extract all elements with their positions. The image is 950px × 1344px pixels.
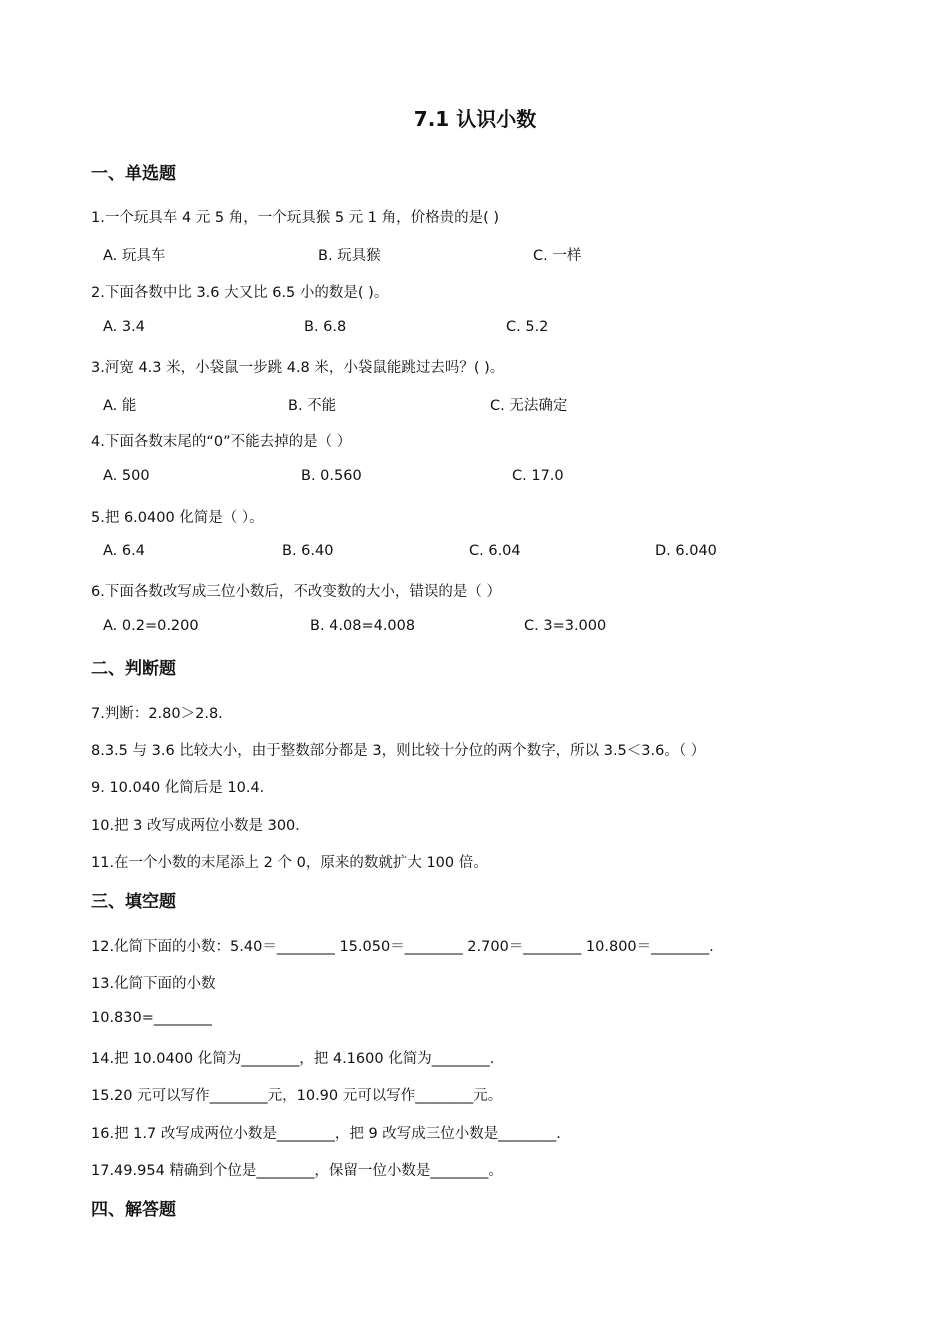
question-10: 10.把 3 改写成两位小数是 300． xyxy=(91,818,310,834)
question-13: 13.化简下面的小数 xyxy=(91,976,216,992)
option-c: C. 17.0 xyxy=(512,468,564,484)
question-1-options xyxy=(103,244,863,264)
option-a: A. 500 xyxy=(103,468,150,484)
option-c: C. 一样 xyxy=(533,248,582,264)
question-2-options xyxy=(103,319,863,339)
question-1: 1.一个玩具车 4 元 5 角，一个玩具猴 5 元 1 角，价格贵的是( ) xyxy=(91,210,500,226)
question-2: 2.下面各数中比 3.6 大又比 6.5 小的数是( )。 xyxy=(91,285,389,301)
option-b: B. 6.8 xyxy=(304,319,347,335)
question-11: 11.在一个小数的末尾添上 2 个 0，原来的数就扩大 100 倍。 xyxy=(91,855,488,871)
option-b: B. 6.40 xyxy=(282,543,334,559)
option-b: B. 0.560 xyxy=(301,468,362,484)
option-c: C. 无法确定 xyxy=(490,398,568,414)
question-3: 3.河宽 4.3 米，小袋鼠一步跳 4.8 米，小袋鼠能跳过去吗？( )。 xyxy=(91,360,505,376)
section-heading-fill-blank: 三、填空题 xyxy=(91,892,176,912)
option-b: B. 4.08=4.008 xyxy=(310,618,416,634)
option-a: A. 3.4 xyxy=(103,319,145,335)
question-13-item: 10.830=________ xyxy=(91,1010,212,1026)
option-a: A. 6.4 xyxy=(103,543,145,559)
question-8: 8.3.5 与 3.6 比较大小，由于整数部分都是 3，则比较十分位的两个数字，所以 3.5＜3.6。（ ） xyxy=(91,743,706,759)
question-15: 15.20 元可以写作________元，10.90 元可以写作________元。 xyxy=(91,1088,503,1104)
question-14: 14.把 10.0400 化简为________，把 4.1600 化简为________. xyxy=(91,1051,495,1067)
option-c: C. 5.2 xyxy=(506,319,549,335)
question-16: 16.把 1.7 改写成两位小数是________，把 9 改写成三位小数是________. xyxy=(91,1126,561,1142)
option-b: B. 不能 xyxy=(288,398,337,414)
option-a: A. 玩具车 xyxy=(103,248,166,264)
option-c: C. 3=3.000 xyxy=(524,618,607,634)
option-b: B. 玩具猴 xyxy=(318,248,381,264)
question-7: 7.判断：2.80＞2.8. xyxy=(91,706,223,722)
option-c: C. 6.04 xyxy=(469,543,521,559)
question-4-options xyxy=(103,468,863,488)
page-title: 7.1 认识小数 xyxy=(413,107,537,131)
option-a: A. 0.2=0.200 xyxy=(103,618,199,634)
option-a: A. 能 xyxy=(103,398,137,414)
option-d: D. 6.040 xyxy=(655,543,717,559)
question-6-options xyxy=(103,618,863,638)
section-heading-answer: 四、解答题 xyxy=(91,1200,176,1220)
question-5-options xyxy=(103,543,863,563)
section-heading-true-false: 二、判断题 xyxy=(91,659,176,679)
question-5: 5.把 6.0400 化简是（ ）。 xyxy=(91,510,264,526)
question-9: 9. 10.040 化简后是 10.4． xyxy=(91,780,275,796)
question-4: 4.下面各数末尾的“0”不能去掉的是（ ） xyxy=(91,434,352,450)
question-3-options xyxy=(103,394,863,414)
question-6: 6.下面各数改写成三位小数后，不改变数的大小，错误的是（ ） xyxy=(91,584,501,600)
question-12: 12.化简下面的小数：5.40＝________ 15.050＝________ 2.700＝________ 10.800＝________. xyxy=(91,939,714,955)
section-heading-single-choice: 一、单选题 xyxy=(91,164,176,184)
question-17: 17.49.954 精确到个位是________，保留一位小数是________。 xyxy=(91,1163,503,1179)
